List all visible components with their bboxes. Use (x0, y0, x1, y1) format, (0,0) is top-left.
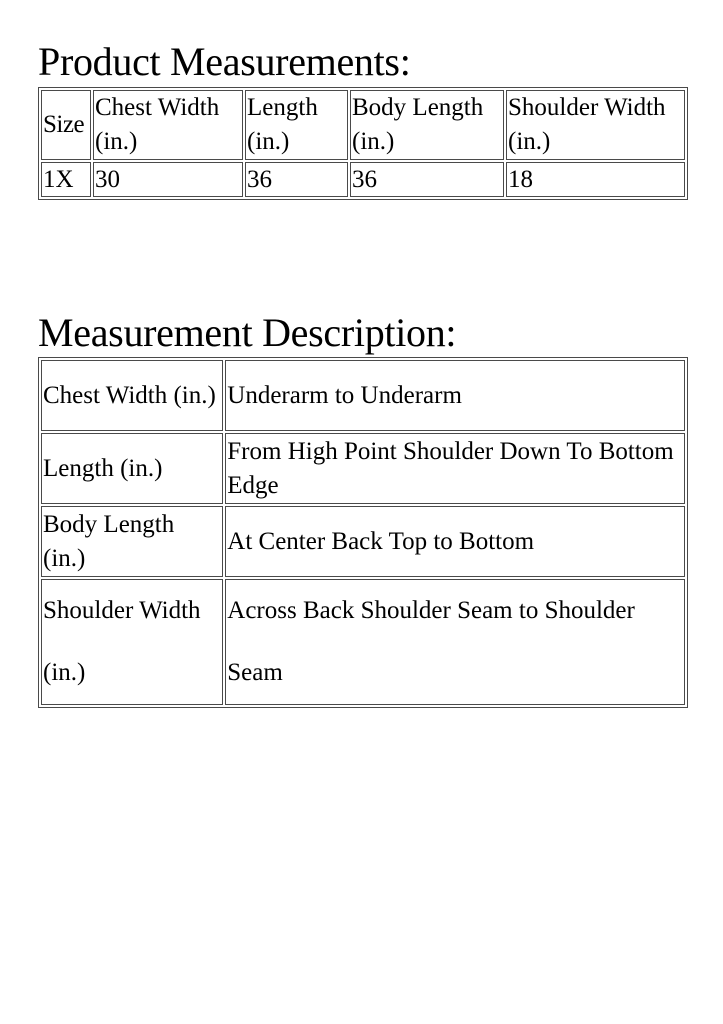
table-row (41, 506, 685, 577)
cell-body-length: 36 (350, 162, 504, 197)
table-row (41, 433, 685, 504)
table-row (41, 360, 685, 431)
measurements-title: Product Measurements: (38, 39, 411, 84)
header-body-length: Body Length (in.) (350, 90, 504, 160)
description-table (38, 357, 688, 708)
definition-shoulder-width: Across Back Shoulder Seam to Shoulder Seam (225, 579, 685, 705)
description-title: Measurement Description: (38, 310, 457, 355)
term-body-length: Body Length (in.) (41, 506, 223, 577)
header-shoulder-width: Shoulder Width (in.) (506, 90, 685, 160)
term-chest-width: Chest Width (in.) (41, 360, 223, 431)
measurements-header-row (41, 90, 685, 160)
table-row (41, 579, 685, 705)
header-size: Size (41, 90, 91, 160)
definition-body-length: At Center Back Top to Bottom (225, 506, 685, 577)
definition-length: From High Point Shoulder Down To Bottom Edge (225, 433, 685, 504)
cell-shoulder-width: 18 (506, 162, 685, 197)
definition-chest-width: Underarm to Underarm (225, 360, 685, 431)
header-chest-width: Chest Width (in.) (93, 90, 243, 160)
cell-size: 1X (41, 162, 91, 197)
header-length: Length (in.) (245, 90, 348, 160)
measurements-table (38, 87, 688, 200)
table-row (41, 162, 685, 197)
term-shoulder-width: Shoulder Width (in.) (41, 579, 223, 705)
term-length: Length (in.) (41, 433, 223, 504)
cell-length: 36 (245, 162, 348, 197)
cell-chest-width: 30 (93, 162, 243, 197)
